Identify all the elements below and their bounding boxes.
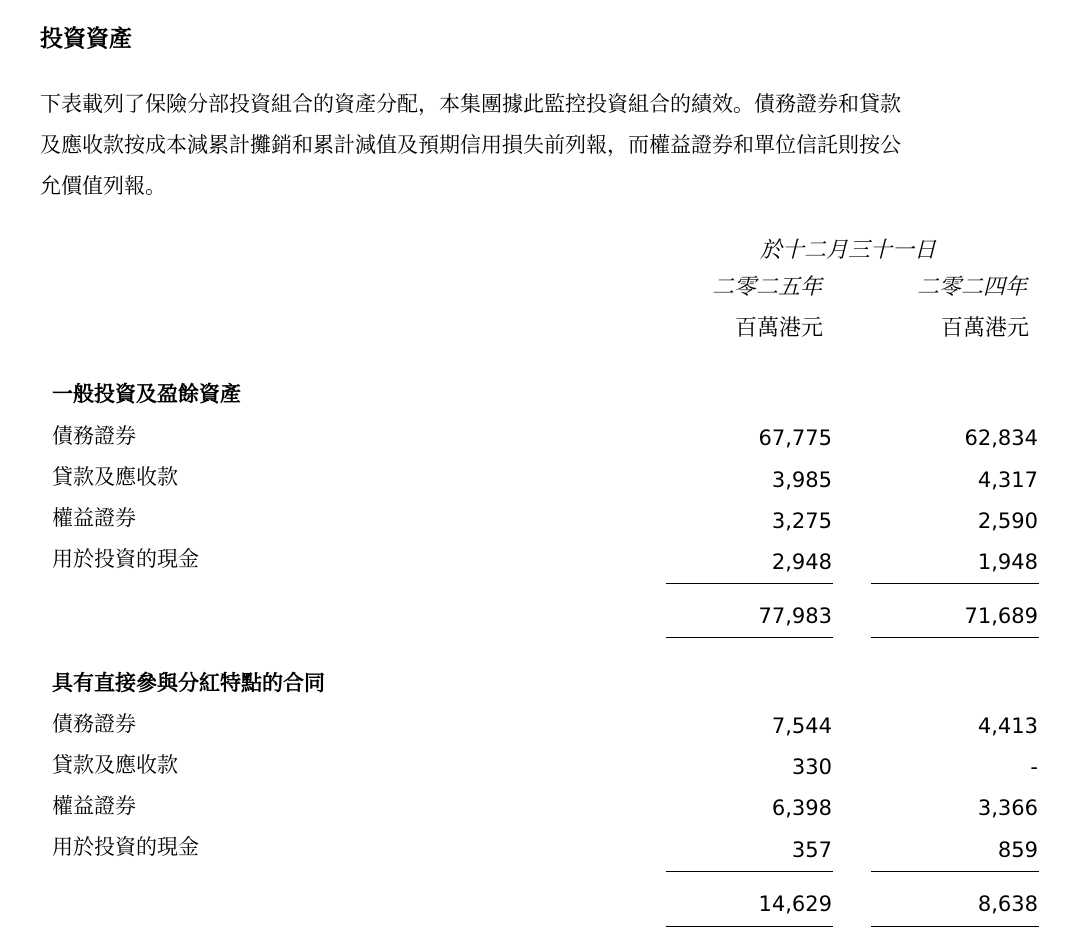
subtotal-rule (666, 583, 833, 584)
year-header-2024: 二零二四年 (917, 275, 1028, 300)
value-2024: 62,834 (964, 426, 1038, 450)
value-2025: 7,544 (771, 714, 832, 738)
row-label: 權益證券 (52, 794, 136, 818)
total-rule (871, 637, 1039, 638)
value-2024: 859 (997, 838, 1038, 862)
value-2025: 67,775 (758, 426, 832, 450)
value-2024: 3,366 (977, 796, 1038, 820)
row-label: 貸款及應收款 (52, 753, 178, 777)
row-label: 債務證券 (52, 424, 136, 448)
value-2025: 3,985 (771, 468, 832, 492)
value-2025: 357 (791, 838, 832, 862)
page-title: 投資資產 (40, 26, 132, 52)
row-label: 權益證券 (52, 506, 136, 530)
intro-line: 下表載列了保險分部投資組合的資產分配，本集團據此監控投資組合的績效。債務證券和貸款 (40, 92, 901, 116)
value-2025: 6,398 (771, 796, 832, 820)
row-label: 貸款及應收款 (52, 465, 178, 489)
row-label: 債務證券 (52, 712, 136, 736)
subtotal-rule (666, 871, 833, 872)
value-2024: - (1030, 755, 1038, 779)
total-rule (666, 926, 833, 927)
value-2024: 1,948 (977, 550, 1038, 574)
total-rule (871, 926, 1039, 927)
section-heading-general: 一般投資及盈餘資產 (52, 382, 241, 406)
row-label: 用於投資的現金 (52, 835, 199, 859)
intro-paragraph (40, 84, 901, 207)
period-header: 於十二月三十一日 (760, 238, 937, 263)
year-header-2025: 二零二五年 (712, 275, 823, 300)
value-2025: 330 (791, 755, 832, 779)
total-rule (666, 637, 833, 638)
row-label: 用於投資的現金 (52, 547, 199, 571)
section-heading-participating: 具有直接參與分紅特點的合同 (52, 671, 325, 695)
value-2025: 2,948 (771, 550, 832, 574)
intro-line: 允價值列報。 (40, 174, 166, 198)
subtotal-rule (871, 871, 1039, 872)
value-2024: 2,590 (977, 509, 1038, 533)
unit-header-2024: 百萬港元 (941, 316, 1030, 341)
value-2024: 4,413 (977, 714, 1038, 738)
value-2025: 3,275 (771, 509, 832, 533)
intro-line: 及應收款按成本減累計攤銷和累計減值及預期信用損失前列報，而權益證券和單位信託則按公 (40, 133, 901, 157)
total-2025: 77,983 (758, 604, 832, 628)
subtotal-rule (871, 583, 1039, 584)
total-2024: 8,638 (977, 892, 1038, 916)
total-2024: 71,689 (964, 604, 1038, 628)
value-2024: 4,317 (977, 468, 1038, 492)
total-2025: 14,629 (758, 892, 832, 916)
unit-header-2025: 百萬港元 (735, 316, 824, 341)
